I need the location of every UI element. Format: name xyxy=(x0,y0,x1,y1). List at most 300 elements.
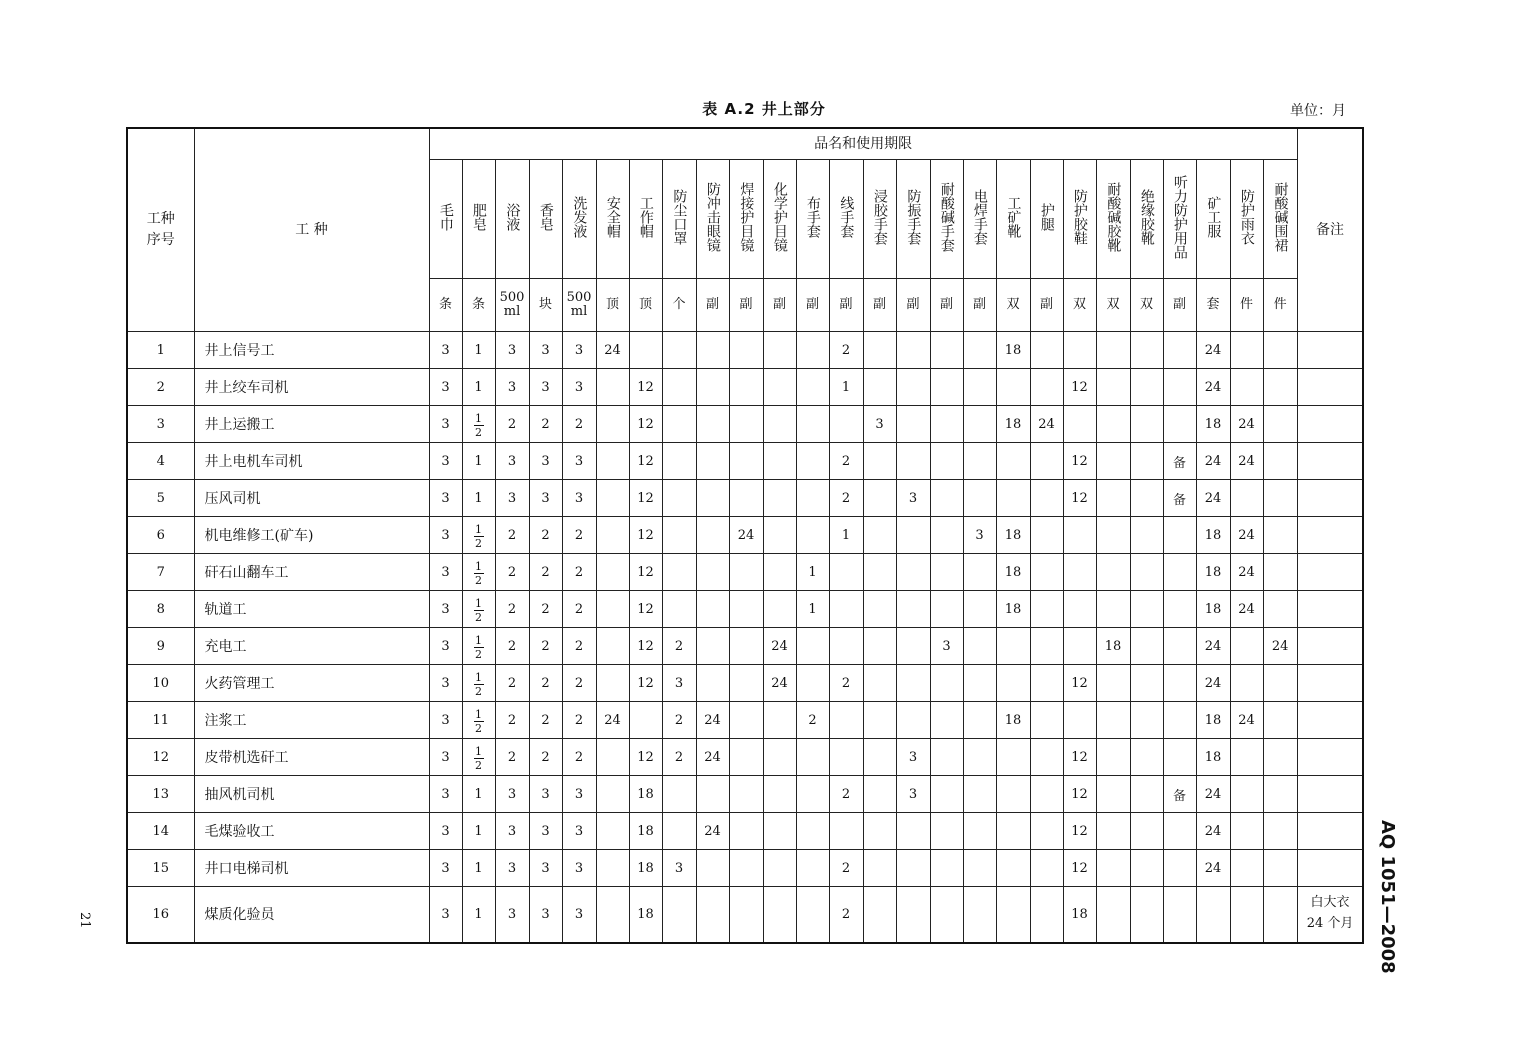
row-cell: 2 xyxy=(829,850,863,887)
row-work: 充电工 xyxy=(194,628,429,665)
row-cell: 1 xyxy=(462,887,495,943)
row-cell xyxy=(729,813,763,850)
row-cell xyxy=(462,739,495,776)
row-cell xyxy=(1030,850,1063,887)
row-cell xyxy=(1063,554,1096,591)
row-cell xyxy=(1230,665,1263,702)
row-cell xyxy=(896,332,930,369)
row-cell xyxy=(930,702,963,739)
row-cell xyxy=(896,702,930,739)
row-cell: 3 xyxy=(429,628,462,665)
table-row xyxy=(127,443,1363,480)
row-cell: 12 xyxy=(629,628,662,665)
row-cell xyxy=(462,554,495,591)
row-cell: 12 xyxy=(1063,369,1096,406)
standard-number: AQ 1051—2008 xyxy=(1377,820,1398,974)
header-item-unit: 副 xyxy=(1030,279,1063,332)
row-cell xyxy=(896,628,930,665)
row-cell: 3 xyxy=(429,591,462,628)
row-cell xyxy=(662,480,696,517)
header-item-name: 安全帽 xyxy=(596,160,629,279)
row-remark xyxy=(1297,406,1363,443)
row-cell xyxy=(662,406,696,443)
row-cell: 12 xyxy=(629,665,662,702)
row-cell xyxy=(1096,443,1130,480)
row-cell: 2 xyxy=(829,480,863,517)
header-item-name: 听力防护用品 xyxy=(1163,160,1196,279)
row-remark xyxy=(1297,554,1363,591)
header-item-name: 防振手套 xyxy=(896,160,930,279)
row-cell xyxy=(1263,554,1297,591)
table-row xyxy=(127,665,1363,702)
row-cell xyxy=(996,369,1030,406)
row-cell xyxy=(1163,332,1196,369)
row-cell xyxy=(662,369,696,406)
row-cell: 3 xyxy=(896,776,930,813)
row-seq: 9 xyxy=(127,628,194,665)
row-cell: 2 xyxy=(529,739,562,776)
row-cell: 1 xyxy=(462,332,495,369)
row-cell: 2 xyxy=(562,591,596,628)
row-cell xyxy=(930,517,963,554)
row-cell xyxy=(763,776,796,813)
row-cell: 2 xyxy=(662,739,696,776)
row-cell: 3 xyxy=(495,443,529,480)
row-seq: 15 xyxy=(127,850,194,887)
row-cell xyxy=(796,332,829,369)
row-cell: 24 xyxy=(1196,332,1230,369)
header-item-unit: 副 xyxy=(963,279,996,332)
row-cell xyxy=(996,480,1030,517)
row-cell xyxy=(863,554,896,591)
row-cell xyxy=(629,332,662,369)
row-seq: 13 xyxy=(127,776,194,813)
row-cell: 1 xyxy=(796,591,829,628)
row-cell xyxy=(863,665,896,702)
row-cell: 12 xyxy=(629,443,662,480)
row-cell xyxy=(863,332,896,369)
row-cell xyxy=(863,369,896,406)
row-cell: 12 xyxy=(629,406,662,443)
row-cell: 18 xyxy=(996,702,1030,739)
row-cell xyxy=(696,480,729,517)
row-cell: 3 xyxy=(429,554,462,591)
row-cell: 24 xyxy=(1196,813,1230,850)
row-cell: 2 xyxy=(529,517,562,554)
header-item-unit: 副 xyxy=(696,279,729,332)
header-item-unit: 副 xyxy=(729,279,763,332)
row-seq: 16 xyxy=(127,887,194,943)
header-item-name: 焊接护目镜 xyxy=(729,160,763,279)
row-cell xyxy=(1230,369,1263,406)
header-item-name: 工作帽 xyxy=(629,160,662,279)
row-cell xyxy=(763,369,796,406)
row-cell: 12 xyxy=(629,517,662,554)
row-remark xyxy=(1297,739,1363,776)
row-cell: 18 xyxy=(1196,406,1230,443)
row-cell xyxy=(1096,480,1130,517)
table-row xyxy=(127,739,1363,776)
page-number: 21 xyxy=(77,912,92,929)
row-cell xyxy=(729,887,763,943)
row-cell xyxy=(1130,480,1163,517)
row-cell: 2 xyxy=(562,702,596,739)
row-cell: 3 xyxy=(495,850,529,887)
row-cell xyxy=(596,628,629,665)
row-cell xyxy=(763,554,796,591)
row-work: 轨道工 xyxy=(194,591,429,628)
header-item-unit: 副 xyxy=(796,279,829,332)
row-cell xyxy=(763,443,796,480)
row-cell: 3 xyxy=(495,332,529,369)
header-item-name: 防护胶鞋 xyxy=(1063,160,1096,279)
row-cell xyxy=(696,665,729,702)
row-cell xyxy=(896,591,930,628)
row-work: 注浆工 xyxy=(194,702,429,739)
row-cell: 12 xyxy=(629,369,662,406)
row-cell xyxy=(696,369,729,406)
row-cell xyxy=(1096,739,1130,776)
row-cell xyxy=(1130,887,1163,943)
row-cell xyxy=(963,813,996,850)
row-cell xyxy=(596,665,629,702)
header-item-unit: 个 xyxy=(662,279,696,332)
row-cell xyxy=(1130,776,1163,813)
row-cell xyxy=(863,443,896,480)
row-cell xyxy=(629,702,662,739)
row-cell xyxy=(462,591,495,628)
row-cell xyxy=(596,591,629,628)
row-cell xyxy=(963,850,996,887)
row-cell: 24 xyxy=(1196,443,1230,480)
row-cell xyxy=(763,850,796,887)
row-cell: 24 xyxy=(1196,628,1230,665)
row-cell xyxy=(662,332,696,369)
row-cell xyxy=(796,406,829,443)
row-cell: 2 xyxy=(562,739,596,776)
row-cell xyxy=(930,665,963,702)
header-item-unit: 块 xyxy=(529,279,562,332)
row-cell xyxy=(930,554,963,591)
row-cell: 2 xyxy=(495,665,529,702)
fraction-value: $\frac{1}{2}$ xyxy=(475,411,482,439)
row-cell: 24 xyxy=(763,665,796,702)
row-cell: 18 xyxy=(629,887,662,943)
row-cell: 12 xyxy=(1063,443,1096,480)
row-cell xyxy=(829,554,863,591)
row-cell xyxy=(1163,887,1196,943)
row-cell xyxy=(1130,665,1163,702)
row-seq: 5 xyxy=(127,480,194,517)
row-cell xyxy=(896,443,930,480)
row-cell xyxy=(1096,776,1130,813)
row-cell xyxy=(1030,776,1063,813)
row-cell: 18 xyxy=(629,813,662,850)
row-cell xyxy=(996,887,1030,943)
table-title: 表 A.2 井上部分 xyxy=(702,100,826,118)
row-cell xyxy=(796,813,829,850)
row-cell xyxy=(1230,850,1263,887)
row-remark xyxy=(1297,443,1363,480)
row-cell xyxy=(1096,813,1130,850)
header-item-name: 防冲击眼镜 xyxy=(696,160,729,279)
row-cell: 12 xyxy=(629,554,662,591)
row-cell xyxy=(796,850,829,887)
row-cell xyxy=(996,665,1030,702)
row-cell xyxy=(1063,332,1096,369)
row-cell: 2 xyxy=(495,591,529,628)
row-work: 井上信号工 xyxy=(194,332,429,369)
row-cell xyxy=(1030,332,1063,369)
row-cell: 12 xyxy=(629,480,662,517)
header-item-unit: 副 xyxy=(930,279,963,332)
row-cell xyxy=(1030,480,1063,517)
row-cell xyxy=(1230,739,1263,776)
row-cell xyxy=(1096,702,1130,739)
row-remark xyxy=(1297,517,1363,554)
row-cell: 3 xyxy=(562,850,596,887)
row-cell xyxy=(963,480,996,517)
row-cell: 18 xyxy=(629,850,662,887)
row-cell xyxy=(1163,406,1196,443)
row-cell xyxy=(863,739,896,776)
row-cell xyxy=(930,591,963,628)
row-cell xyxy=(1063,702,1096,739)
fraction-value: $\frac{1}{2}$ xyxy=(475,559,482,587)
row-cell: 3 xyxy=(562,369,596,406)
row-cell xyxy=(1263,850,1297,887)
row-cell xyxy=(1230,776,1263,813)
row-seq: 4 xyxy=(127,443,194,480)
row-cell: 3 xyxy=(495,480,529,517)
row-cell xyxy=(963,406,996,443)
row-cell xyxy=(796,369,829,406)
row-cell xyxy=(1096,665,1130,702)
row-cell xyxy=(662,517,696,554)
row-cell: 3 xyxy=(529,443,562,480)
row-work: 抽风机司机 xyxy=(194,776,429,813)
row-remark xyxy=(1297,813,1363,850)
row-cell xyxy=(1263,813,1297,850)
header-item-unit: 件 xyxy=(1230,279,1263,332)
row-cell xyxy=(829,739,863,776)
row-seq: 11 xyxy=(127,702,194,739)
row-cell xyxy=(1096,517,1130,554)
row-cell: 24 xyxy=(596,702,629,739)
row-cell: 18 xyxy=(1196,739,1230,776)
row-cell xyxy=(1096,591,1130,628)
row-seq: 2 xyxy=(127,369,194,406)
row-cell: 3 xyxy=(529,369,562,406)
row-cell xyxy=(896,850,930,887)
row-cell xyxy=(930,332,963,369)
row-cell: 2 xyxy=(562,554,596,591)
row-cell xyxy=(1030,591,1063,628)
row-cell xyxy=(1063,591,1096,628)
row-cell xyxy=(863,850,896,887)
row-cell: 3 xyxy=(863,406,896,443)
row-cell xyxy=(462,628,495,665)
row-cell xyxy=(1130,702,1163,739)
row-cell: 3 xyxy=(429,739,462,776)
row-cell xyxy=(963,665,996,702)
row-cell xyxy=(1263,776,1297,813)
header-item-name: 耐酸碱胶靴 xyxy=(1096,160,1130,279)
row-cell xyxy=(963,443,996,480)
row-cell xyxy=(596,887,629,943)
row-cell xyxy=(930,739,963,776)
row-cell: 3 xyxy=(495,813,529,850)
header-item-unit: 顶 xyxy=(596,279,629,332)
row-cell xyxy=(896,554,930,591)
row-cell: 24 xyxy=(1196,369,1230,406)
row-cell xyxy=(1130,517,1163,554)
row-cell xyxy=(1263,702,1297,739)
row-cell xyxy=(596,480,629,517)
row-cell xyxy=(1230,887,1263,943)
row-cell: 3 xyxy=(529,813,562,850)
row-cell: 24 xyxy=(1196,850,1230,887)
row-cell xyxy=(729,480,763,517)
row-cell: 1 xyxy=(829,517,863,554)
row-cell: 12 xyxy=(1063,480,1096,517)
row-cell xyxy=(729,702,763,739)
row-cell xyxy=(1063,517,1096,554)
row-cell: 18 xyxy=(1196,591,1230,628)
row-remark xyxy=(1297,850,1363,887)
row-cell xyxy=(596,517,629,554)
row-cell: 2 xyxy=(829,665,863,702)
table-row xyxy=(127,702,1363,739)
row-cell xyxy=(696,776,729,813)
row-cell xyxy=(1263,517,1297,554)
row-cell xyxy=(729,739,763,776)
row-cell xyxy=(1163,369,1196,406)
row-cell xyxy=(1130,554,1163,591)
row-cell: 3 xyxy=(529,480,562,517)
row-cell xyxy=(1163,665,1196,702)
row-cell xyxy=(1196,887,1230,943)
row-cell xyxy=(829,813,863,850)
row-remark xyxy=(1297,591,1363,628)
row-cell: 备 xyxy=(1163,443,1196,480)
row-cell: 24 xyxy=(1263,628,1297,665)
table-row xyxy=(127,628,1363,665)
row-cell xyxy=(796,665,829,702)
row-cell: 2 xyxy=(529,554,562,591)
row-cell xyxy=(930,406,963,443)
row-cell: 2 xyxy=(829,887,863,943)
remark-line: 24 个月 xyxy=(1306,916,1354,932)
row-cell xyxy=(729,554,763,591)
row-cell: 12 xyxy=(1063,776,1096,813)
row-cell xyxy=(796,776,829,813)
row-cell: 3 xyxy=(529,776,562,813)
row-cell xyxy=(763,332,796,369)
row-cell xyxy=(596,813,629,850)
row-cell xyxy=(1030,554,1063,591)
row-work: 煤质化验员 xyxy=(194,887,429,943)
row-cell: 3 xyxy=(562,813,596,850)
row-cell xyxy=(1263,369,1297,406)
header-item-name: 耐酸碱围裙 xyxy=(1263,160,1297,279)
row-work: 毛煤验收工 xyxy=(194,813,429,850)
row-cell xyxy=(462,702,495,739)
row-cell xyxy=(963,332,996,369)
table-row xyxy=(127,554,1363,591)
row-cell: 3 xyxy=(429,480,462,517)
row-cell xyxy=(1163,554,1196,591)
row-cell: 3 xyxy=(562,332,596,369)
row-cell: 24 xyxy=(596,332,629,369)
row-cell xyxy=(996,628,1030,665)
row-seq: 1 xyxy=(127,332,194,369)
header-remark: 备注 xyxy=(1297,128,1363,332)
fraction-value: $\frac{1}{2}$ xyxy=(475,707,482,735)
row-cell: 3 xyxy=(495,369,529,406)
row-cell xyxy=(1263,443,1297,480)
row-cell xyxy=(930,850,963,887)
fraction-value: $\frac{1}{2}$ xyxy=(475,670,482,698)
row-cell xyxy=(1130,369,1163,406)
row-cell xyxy=(1163,517,1196,554)
row-cell xyxy=(596,776,629,813)
row-cell xyxy=(696,591,729,628)
row-cell xyxy=(763,480,796,517)
row-cell: 2 xyxy=(529,702,562,739)
row-cell: 3 xyxy=(529,332,562,369)
row-remark xyxy=(1297,776,1363,813)
row-cell: 2 xyxy=(829,443,863,480)
row-cell: 2 xyxy=(796,702,829,739)
header-item-name: 工矿靴 xyxy=(996,160,1030,279)
row-cell xyxy=(1263,480,1297,517)
row-cell xyxy=(996,813,1030,850)
row-cell: 18 xyxy=(996,332,1030,369)
row-cell xyxy=(863,776,896,813)
row-cell xyxy=(829,702,863,739)
row-cell xyxy=(696,887,729,943)
row-cell xyxy=(963,776,996,813)
row-cell xyxy=(696,628,729,665)
row-remark xyxy=(1297,628,1363,665)
table-row xyxy=(127,406,1363,443)
row-cell xyxy=(863,517,896,554)
row-cell: 18 xyxy=(1096,628,1130,665)
table-row xyxy=(127,887,1363,943)
header-item-unit: 500 ml xyxy=(562,279,596,332)
row-cell: 2 xyxy=(529,665,562,702)
row-cell: 1 xyxy=(796,554,829,591)
row-work: 火药管理工 xyxy=(194,665,429,702)
row-cell xyxy=(930,887,963,943)
row-cell xyxy=(963,702,996,739)
header-item-unit: 件 xyxy=(1263,279,1297,332)
row-cell: 24 xyxy=(1230,443,1263,480)
row-seq: 8 xyxy=(127,591,194,628)
row-cell xyxy=(963,369,996,406)
row-cell: 1 xyxy=(462,369,495,406)
row-cell xyxy=(1263,406,1297,443)
row-cell xyxy=(1230,813,1263,850)
row-cell: 18 xyxy=(996,406,1030,443)
row-cell: 3 xyxy=(429,332,462,369)
row-cell: 3 xyxy=(529,850,562,887)
equipment-table xyxy=(126,127,1364,944)
table-row xyxy=(127,813,1363,850)
row-cell xyxy=(1096,554,1130,591)
row-cell xyxy=(1030,739,1063,776)
